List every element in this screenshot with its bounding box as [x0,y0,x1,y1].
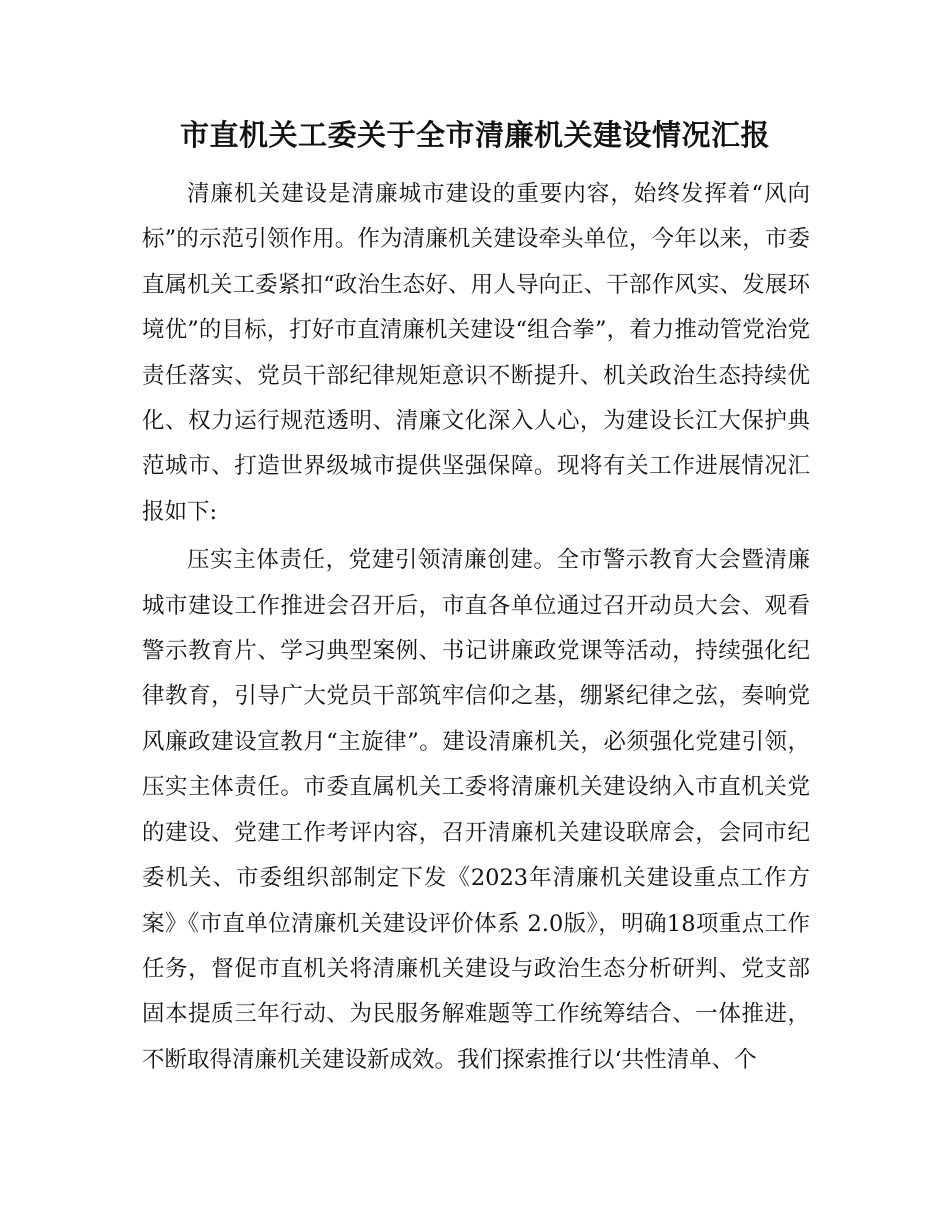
paragraph-intro: 清廉机关建设是清廉城市建设的重要内容，始终发挥着“风向标”的示范引领作用。作为清廉机关建设牵头单位，今年以来，市委直属机关工委紧扣“政治生态好、用人导向正、干部作风实、发展环境优”的目标，打好市直清廉机关建设“组合拳”，着力推动管党治党责任落实、党员干部纪律规矩意识不断提升、机关政治生态持续优化、权力运行规范透明、清廉文化深入人心，为建设长江大保护典范城市、打造世界级城市提供坚强保障。现将有关工作进展情况汇报如下: [142,181,810,525]
document-title: 市直机关工委关于全市清廉机关建设情况汇报 [179,118,770,152]
paragraph-responsibility: 压实主体责任，党建引领清廉创建。全市警示教育大会暨清廉城市建设工作推进会召开后，市直各单位通过召开动员大会、观看警示教育片、学习典型案例、书记讲廉政党课等活动，持续强化纪律教育，引导广大党员干部筑牢信仰之基，绷紧纪律之弦，奏响党风廉政建设宣教月“主旋律”。建设清廉机关，必须强化党建引领，压实主体责任。市委直属机关工委将清廉机关建设纳入市直机关党的建设、党建工作考评内容，召开清廉机关建设联席会，会同市纪委机关、市委组织部制定下发《2023年清廉机关建设重点工作方案》《市直单位清廉机关建设评价体系 2.0版》，明确18项重点工作任务，督促市直机关将清廉机关建设与政治生态分析研判、党支部固本提质三年行动、为民服务解难题等工作统筹结合、一体推进，不断取得清廉机关建设新成效。我们探索推行以‘共性清单、个 [142,547,810,1073]
document-body [142,172,810,1083]
